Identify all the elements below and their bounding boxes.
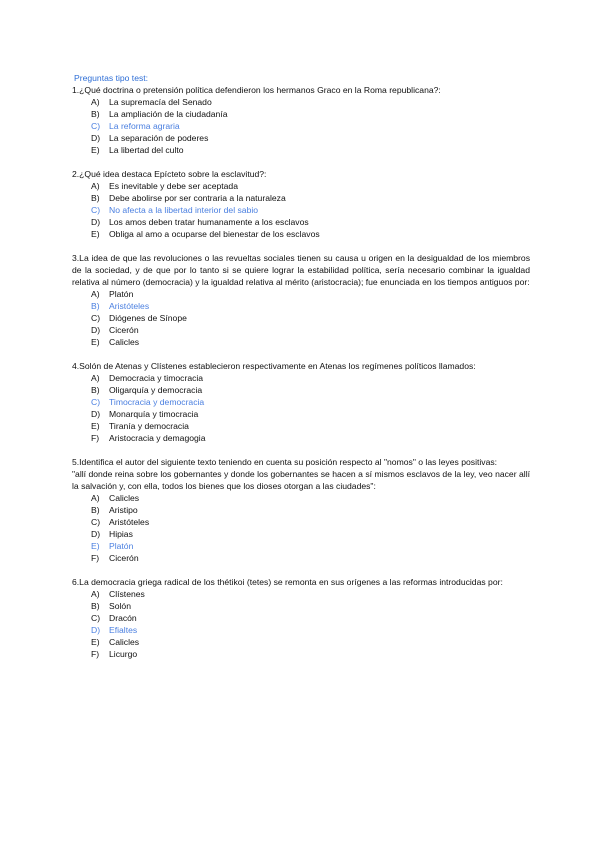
- option: [91, 192, 530, 204]
- option-letter: C): [91, 517, 101, 527]
- option: [91, 228, 530, 240]
- option-correct: [91, 204, 530, 216]
- option: [91, 312, 530, 324]
- option-letter: E): [91, 145, 100, 155]
- option-letter: E): [91, 541, 100, 551]
- option-text: Clístenes: [109, 589, 145, 599]
- option-text: Aristocracia y demagogia: [109, 433, 206, 443]
- option: [91, 96, 530, 108]
- option-text: La reforma agraria: [109, 121, 180, 131]
- option-correct: [91, 624, 530, 636]
- section-title: Preguntas tipo test:: [74, 73, 149, 83]
- option: [91, 636, 530, 648]
- option-letter: D): [91, 625, 101, 635]
- option: [91, 144, 530, 156]
- question-4: [72, 360, 530, 444]
- option-list: [72, 96, 530, 156]
- option-text: Monarquía y timocracia: [109, 409, 199, 419]
- option-letter: B): [91, 109, 100, 119]
- question-stem: 5.Identifica el autor del siguiente texto teniendo en cuenta su posición respecto al "nomos" o las leyes positivas:: [72, 457, 498, 467]
- option-letter: B): [91, 193, 100, 203]
- option-letter: D): [91, 325, 101, 335]
- option: [91, 408, 530, 420]
- option: [91, 516, 530, 528]
- question-stem: 6.La democracia griega radical de los thétikoi (tetes) se remonta en sus orígenes a las reformas introducidas por:: [72, 577, 503, 587]
- option-text: Cicerón: [109, 325, 139, 335]
- option-text: Hipias: [109, 529, 133, 539]
- option-text: Efialtes: [109, 625, 138, 635]
- option-letter: A): [91, 493, 100, 503]
- option: [91, 420, 530, 432]
- option-text: La separación de poderes: [109, 133, 209, 143]
- option-letter: C): [91, 205, 101, 215]
- option: [91, 600, 530, 612]
- question-stem: 1.¿Qué doctrina o pretensión política defendieron los hermanos Graco en la Roma republicana?:: [72, 85, 441, 95]
- question-stem: 2.¿Qué idea destaca Epícteto sobre la esclavitud?:: [72, 169, 267, 179]
- option-text: No afecta a la libertad interior del sabio: [109, 205, 259, 215]
- option-text: Calicles: [109, 637, 140, 647]
- option-letter: A): [91, 373, 100, 383]
- option-letter: F): [91, 553, 100, 563]
- option: [91, 132, 530, 144]
- option: [91, 648, 530, 660]
- option: [91, 216, 530, 228]
- option-text: Diógenes de Sínope: [109, 313, 187, 323]
- option-list: [72, 492, 530, 564]
- option-letter: D): [91, 133, 101, 143]
- option: [91, 288, 530, 300]
- option-text: La supremacía del Senado: [109, 97, 212, 107]
- option-letter: C): [91, 397, 101, 407]
- option-letter: D): [91, 409, 101, 419]
- option-text: Debe abolirse por ser contraria a la naturaleza: [109, 193, 286, 203]
- question-3: [72, 252, 530, 348]
- option-text: Es inevitable y debe ser aceptada: [109, 181, 238, 191]
- option-text: Calicles: [109, 493, 140, 503]
- option-correct: [91, 540, 530, 552]
- option-letter: A): [91, 289, 100, 299]
- option-text: Obliga al amo a ocuparse del bienestar de los esclavos: [109, 229, 320, 239]
- option: [91, 108, 530, 120]
- option-text: Calicles: [109, 337, 140, 347]
- option-text: Cicerón: [109, 553, 139, 563]
- option-text: Timocracia y democracia: [109, 397, 205, 407]
- option-correct: [91, 300, 530, 312]
- option-list: [72, 372, 530, 444]
- option-text: La libertad del culto: [109, 145, 184, 155]
- option: [91, 180, 530, 192]
- option: [91, 612, 530, 624]
- option-letter: B): [91, 505, 100, 515]
- option: [91, 492, 530, 504]
- option: [91, 552, 530, 564]
- option-text: Tiranía y democracia: [109, 421, 189, 431]
- option-text: Aristóteles: [109, 517, 150, 527]
- option-text: Democracia y timocracia: [109, 373, 204, 383]
- option-text: Platón: [109, 541, 134, 551]
- quoted-text: "allí donde reina sobre los gobernantes y donde los gobernantes se hacen a sí mismos esclavos de la ley, veo nacer allí la salvación y, con ella, todos los bienes que los dioses otorgan a las ciudades":: [72, 469, 530, 491]
- option-letter: E): [91, 637, 100, 647]
- option-letter: E): [91, 337, 100, 347]
- option: [91, 324, 530, 336]
- option: [91, 432, 530, 444]
- option-letter: B): [91, 385, 100, 395]
- option-letter: F): [91, 649, 100, 659]
- question-stem: 3.La idea de que las revoluciones o las revueltas sociales tienen su causa u origen en la desigualdad de los miembros de la sociedad, y de que por lo tanto si se quiere lograr la estabilidad política, sería necesario combinar la igualdad relativa al número (democracia) y la igualdad relativa al mérito (aristocracia); fue enunciada en los tiempos antiguos por:: [72, 253, 530, 287]
- option-correct: [91, 396, 530, 408]
- option-letter: A): [91, 181, 100, 191]
- option-letter: A): [91, 589, 100, 599]
- option: [91, 372, 530, 384]
- option-list: [72, 588, 530, 660]
- option-letter: A): [91, 97, 100, 107]
- question-2: [72, 168, 530, 240]
- option-correct: [91, 120, 530, 132]
- option-text: Aristóteles: [109, 301, 150, 311]
- option-text: Licurgo: [109, 649, 138, 659]
- option: [91, 336, 530, 348]
- question-stem: 4.Solón de Atenas y Clístenes establecieron respectivamente en Atenas los regímenes políticos llamados:: [72, 361, 476, 371]
- option-text: La ampliación de la ciudadanía: [109, 109, 228, 119]
- question-1: [72, 84, 530, 156]
- option: [91, 504, 530, 516]
- option: [91, 384, 530, 396]
- document-content: [72, 72, 530, 660]
- option-letter: C): [91, 613, 101, 623]
- option-list: [72, 180, 530, 240]
- option-letter: E): [91, 229, 100, 239]
- question-6: [72, 576, 530, 660]
- option-text: Aristipo: [109, 505, 138, 515]
- option: [91, 528, 530, 540]
- option-text: Solón: [109, 601, 131, 611]
- option-list: [72, 288, 530, 348]
- option-letter: B): [91, 601, 100, 611]
- option-letter: E): [91, 421, 100, 431]
- option: [91, 588, 530, 600]
- option-text: Dracón: [109, 613, 137, 623]
- option-text: Platón: [109, 289, 134, 299]
- option-letter: D): [91, 529, 101, 539]
- option-text: Oligarquía y democracia: [109, 385, 203, 395]
- option-letter: F): [91, 433, 100, 443]
- option-letter: C): [91, 121, 101, 131]
- option-text: Los amos deben tratar humanamente a los esclavos: [109, 217, 309, 227]
- option-letter: D): [91, 217, 101, 227]
- question-5: [72, 456, 530, 564]
- option-letter: C): [91, 313, 101, 323]
- option-letter: B): [91, 301, 100, 311]
